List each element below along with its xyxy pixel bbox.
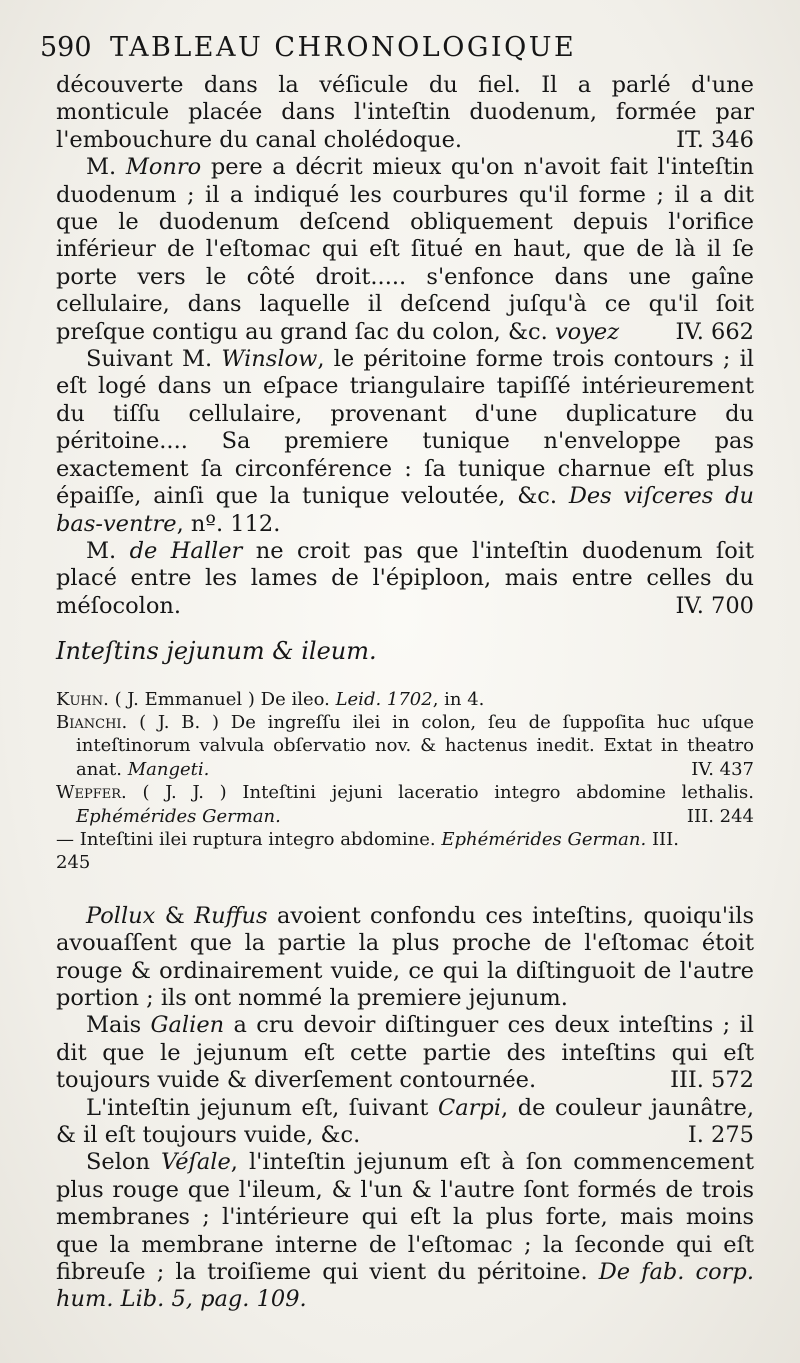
main-text [56,72,754,1314]
source-title: De fab. corp. hum. Lib. 5, pag. 109. [56,1259,754,1313]
paragraph-haller [56,538,754,620]
bib-text: Inteſtini ilei ruptura integro abdomine. [74,828,442,850]
bib-text: ( J. Emmanuel ) De ileo. [108,688,336,710]
volume-reference: IV. 662 [675,318,754,345]
paragraph-lead: M. [86,154,126,181]
bib-reference: III. 244 [686,805,754,827]
bib-author: Bianchi. [56,711,128,733]
bib-author: Kuhn. [56,688,109,710]
paragraph-carpi [56,1095,754,1150]
source-title: Des viſceres du bas-ventre [56,483,754,537]
paragraph-text: , de couleur jaunâtre, & il eſt toujours vuide, &c. [56,1094,755,1149]
author-name: Galien [150,1012,225,1039]
author-name: de Haller [129,537,243,564]
bibliography-entry [56,711,754,781]
bib-italic: Ephémérides German. [76,805,281,827]
bib-tail: , in 4. [432,688,485,710]
paragraph-monro [56,154,754,346]
bib-italic: Mangeti. [127,758,210,780]
volume-reference: I. 275 [687,1122,754,1149]
section-heading: Inteſtins jejunum & ileum. [56,637,377,666]
volume-reference: IV. 700 [675,592,754,619]
page-number: 590 [40,32,92,63]
voyez-word: voyez [554,318,620,345]
volume-reference: IT. 346 [676,126,754,153]
paragraph-galien [56,1012,754,1094]
paragraph-lead: L'inteſtin jejunum eſt, ſuivant [86,1094,439,1121]
paragraph-lead: M. [86,537,130,564]
author-name: Ruffus [194,902,268,929]
bib-author: Wepfer. [56,782,127,804]
bibliography-entry [56,828,754,851]
paragraph-lead: Mais [86,1012,151,1039]
paragraph-text: pere a décrit mieux qu'on n'avoit fait l'inteſtin duodenum ; il a indiqué les courbures qu'il forme ; il a dit que le duodenum deſcend obliquement depuis l'orifice inférieur de l'eſtomac qui eſt ſitué en haut, que de là il ſe porte vers le côté droit..... s'enfonce dans une gaîne cellulaire, dans laquelle il deſcend juſqu'à ce qu'il ſoit preſque contigu au grand ſac du colon, &c. [56,154,754,345]
author-name: Winslow [221,346,318,373]
bib-italic: Ephémérides German. [441,828,647,850]
paragraph-text: ne croit pas que l'inteſtin duodenum ſoit placé entre les lames de l'épiploon, mais entre celles du méſocolon. [56,537,755,619]
bibliography-entry [56,688,754,711]
paragraph-lead: Suivant M. [86,346,222,373]
paragraph-text: , l'inteſtin jejunum eſt à ſon commencement plus rouge que l'ileum, & l'un & l'autre ſont formés de trois membranes ; l'intérieure qui eſt la plus forte, mais moins que la membrane interne de l'eſtomac ; la ſeconde qui eſt fibreuſe ; la troiſieme qui vient du péritoine. [56,1149,754,1286]
paragraph-winslow [56,346,754,538]
author-name: Monro [125,154,202,181]
bib-italic: Leid. 1702 [335,688,433,710]
paragraph-connector: & [155,902,195,929]
paragraph-pollux-ruffus [56,903,754,1013]
paragraph-text: , le péritoine forme trois contours ; il eſt logé dans un eſpace triangulaire tapiſſé intérieurement du tiſſu cellulaire, provenant d'une duplicature du péritoine.... Sa premiere tunique n'enveloppe pas exactement ſa circonférence : ſa tunique charnue eſt plus épaiſſe, ainſi que la tunique veloutée, &c. [56,346,754,510]
bib-text: ( J. B. ) De ingreſſu ilei in colon, ſeu de ſuppoſita huc uſque inteſtinorum valvula obſervatio nov. & hactenus inedit. Extat in theatro anat. [76,711,754,780]
paragraph-text: avoient confondu ces inteſtins, quoiqu'ils avouaſſent que la partie la plus proche de l'eſtomac étoit rouge & ordinairement vuide, ce qui la diſtinguoit de l'autre portion ; ils ont nommé la premiere jejunum. [56,902,754,1011]
paragraph-duodenum-fiel [56,72,754,154]
paragraph-lead: Selon [86,1149,162,1176]
paragraph-text: a cru devoir diſtinguer ces deux inteſtins ; il dit que le jejunum eſt cette partie des inteſtins qui eſt toujours vuide & diverſement contournée. [56,1012,754,1094]
bib-tail: III. [646,828,679,850]
author-name: Carpi [438,1094,502,1121]
running-header [40,32,754,72]
bib-reference: 245 [56,852,91,874]
running-title: TABLEAU CHRONOLOGIQUE [110,32,577,63]
paragraph-vesale [56,1149,754,1313]
bibliography-list [56,688,754,875]
paragraph-text: découverte dans la véſicule du fiel. Il a parlé d'une monticule placée dans l'inteſtin duodenum, formée par l'embouchure du canal cholédoque. [56,72,754,153]
bib-author-dash: — [56,828,74,850]
volume-reference: III. 572 [670,1067,754,1094]
bibliography-entry [56,781,754,828]
author-name: Véſale [161,1149,231,1176]
bib-reference: IV. 437 [691,758,754,780]
author-name: Pollux [86,902,156,929]
bib-text: ( J. J. ) Inteſtini jejuni laceratio integro abdomine lethalis. [126,782,754,804]
volume-reference: , nº. 112. [176,510,281,537]
